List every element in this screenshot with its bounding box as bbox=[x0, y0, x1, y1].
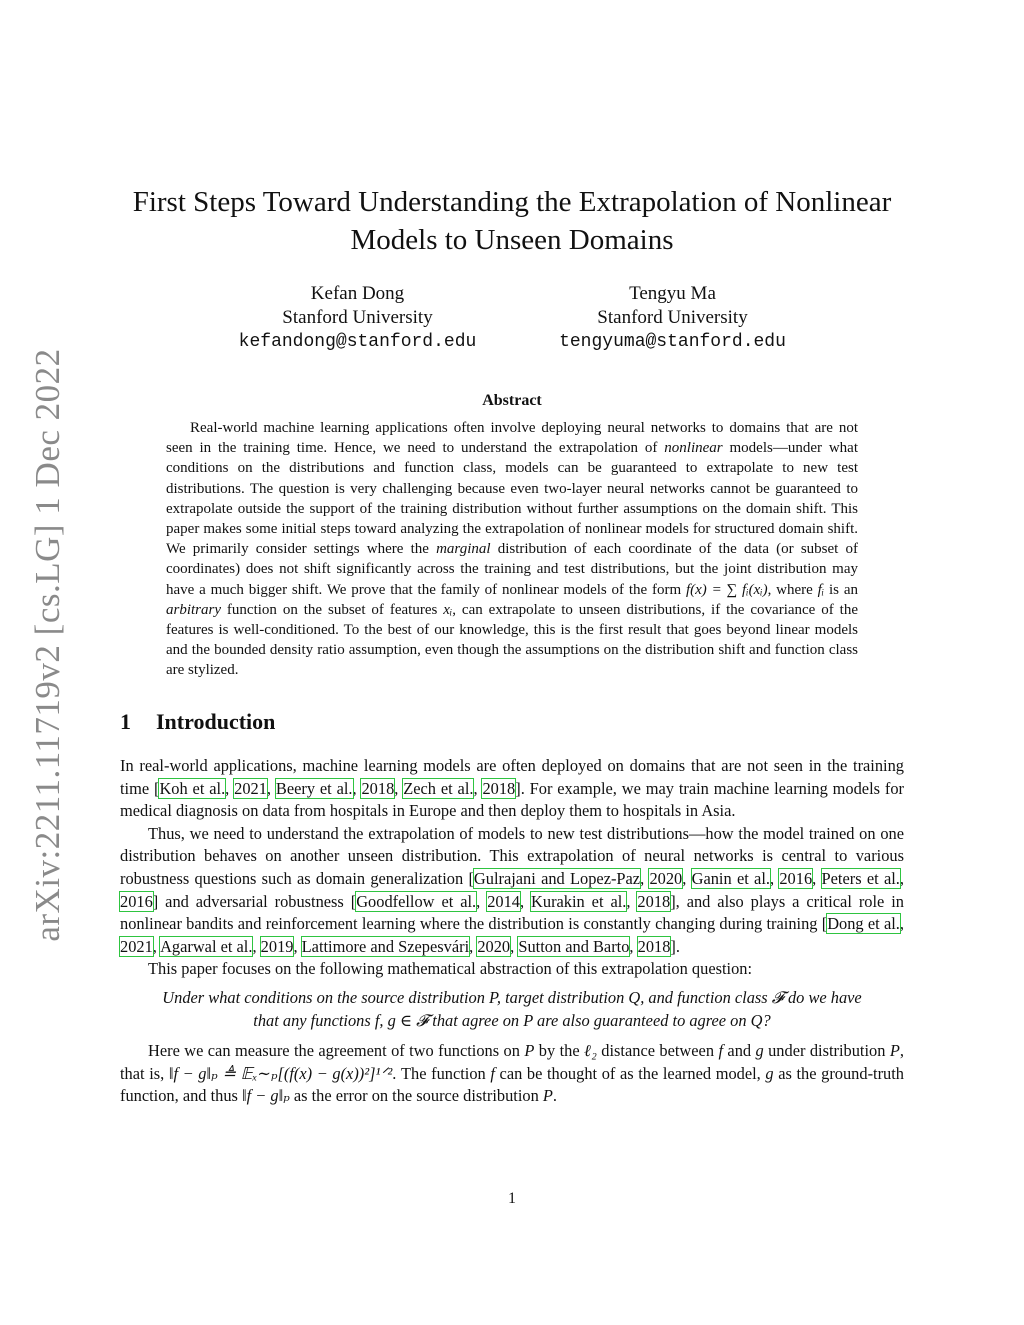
abstract-heading: Abstract bbox=[482, 392, 542, 409]
text-span: ]. For example, we may train machine learning models for medical diagnosis on data from hospitals in Europe and then deploy them to hospitals in Asia. bbox=[120, 778, 904, 821]
intro-paragraph-4 bbox=[120, 1040, 904, 1108]
intro-paragraph-3: This paper focuses on the following mathematical abstraction of this extrapolation question: bbox=[148, 959, 753, 979]
abstract-emphasis: nonlinear bbox=[664, 440, 723, 457]
math-inline: ‖f − g‖ₚ bbox=[242, 1086, 290, 1106]
intro-body bbox=[120, 755, 904, 1108]
citation-link[interactable]: 2018 bbox=[482, 778, 516, 798]
text-span: . The function bbox=[392, 1063, 491, 1083]
page-number: 1 bbox=[508, 1190, 516, 1207]
author-1 bbox=[200, 282, 515, 354]
author-2 bbox=[520, 282, 825, 354]
abstract-text bbox=[166, 418, 858, 681]
citation-link[interactable]: 2020 bbox=[649, 868, 683, 888]
citation-link[interactable]: 2019 bbox=[260, 936, 294, 956]
text-span: and bbox=[723, 1041, 756, 1061]
abstract-span: distribution of each coordinate of the data (or subset of coordinates) does not shift significantly across the training and test distributions, but the joint distribution may have a much bigger shift. We prove that the family of nonlinear models of the form bbox=[166, 541, 858, 598]
abstract-span: function on the subset of features bbox=[221, 601, 444, 618]
math-inline: P bbox=[524, 1041, 535, 1061]
text-span: Here we can measure the agreement of two functions on bbox=[148, 1041, 525, 1061]
citation-link[interactable]: Beery et al. bbox=[275, 778, 353, 798]
research-question bbox=[120, 987, 904, 1032]
text-span: under distribution bbox=[763, 1041, 890, 1061]
citation-link[interactable]: Sutton and Barto bbox=[518, 936, 630, 956]
author-name: Kefan Dong bbox=[310, 283, 405, 304]
text-span: can be thought of as the learned model, bbox=[494, 1063, 766, 1083]
math-inline: ‖f − g‖ₚ ≜ 𝔼ₓ∼ₚ[(f(x) − g(x))²]¹ᐟ² bbox=[168, 1063, 393, 1083]
author-affiliation: Stanford University bbox=[282, 307, 433, 328]
citation-link[interactable]: Kurakin et al. bbox=[531, 891, 627, 911]
math-inline: f bbox=[490, 1063, 495, 1083]
intro-paragraph-2: Thus, we need to understand the extrapolation of models to new test distributions—how the model trained on one distribution behaves on another unseen distribution. This extrapolation of neural networks is central to various robustness questions such as domain generalization [Gulrajani and Lopez-Paz, 2020, Ganin et al., 2016, Peters et al., 2016] and adversarial robustness [Goodfellow et al., 2014, Kurakin et al., 2018], and also plays a critical role in nonlinear bandits and reinforcement learning where the distribution is constantly changing during training [Dong et al., 2021, Agarwal et al., 2019, Lattimore and Szepesvári, 2020, Sutton and Barto, 2018]. bbox=[120, 823, 904, 956]
abstract-span: is an bbox=[824, 581, 858, 598]
author-affiliation: Stanford University bbox=[597, 307, 748, 328]
text-span: by the bbox=[534, 1041, 585, 1061]
section-heading bbox=[120, 709, 275, 735]
text-span: ]. bbox=[670, 936, 680, 956]
text-span: . bbox=[552, 1086, 557, 1106]
text-span: as the error on the source distribution bbox=[289, 1086, 543, 1106]
citation-link[interactable]: Zech et al. bbox=[403, 778, 474, 798]
abstract-math: fᵢ bbox=[817, 581, 825, 598]
citation-link[interactable]: Ganin et al. bbox=[691, 868, 770, 888]
citation-link[interactable]: 2021 bbox=[120, 936, 153, 956]
question-line-1: Under what conditions on the source distribution P, target distribution Q, and function class 𝓕 do we have bbox=[162, 987, 862, 1007]
citation-link[interactable]: Goodfellow et al. bbox=[356, 891, 477, 911]
citation-link[interactable]: 2018 bbox=[361, 778, 395, 798]
citation-link[interactable]: 2018 bbox=[637, 891, 671, 911]
section-number: 1 bbox=[120, 709, 131, 734]
citation-link[interactable]: Gulrajani and Lopez-Paz bbox=[473, 868, 641, 888]
text-span: distance between bbox=[596, 1041, 719, 1061]
math-inline: g bbox=[765, 1063, 774, 1083]
citation-link[interactable]: Lattimore and Szepesvári bbox=[301, 936, 470, 956]
author-email: tengyuma@stanford.edu bbox=[559, 332, 786, 352]
math-inline: f bbox=[718, 1041, 723, 1061]
text-span: In real-world applications, machine learning models are often deployed on domains that are not seen in the training time [ bbox=[120, 756, 904, 798]
citation-link[interactable]: 2021 bbox=[234, 778, 267, 798]
abstract-emphasis: arbitrary bbox=[166, 601, 222, 618]
abstract-math: xᵢ bbox=[443, 601, 453, 618]
citation-link[interactable]: Peters et al. bbox=[821, 868, 900, 888]
author-email: kefandong@stanford.edu bbox=[238, 332, 477, 352]
citation-link[interactable]: 2020 bbox=[477, 936, 511, 956]
text-span: ] and adversarial robustness [ bbox=[152, 891, 357, 911]
title-line-2: Models to Unseen Domains bbox=[350, 224, 674, 256]
question-line-2: that any functions f, g ∈ 𝓕 that agree on P are also guaranteed to agree on Q? bbox=[253, 1010, 771, 1030]
citation-link[interactable]: 2014 bbox=[487, 891, 520, 911]
text-span: , that is, bbox=[120, 1041, 904, 1083]
math-inline: g bbox=[755, 1041, 764, 1061]
abstract-math: f(x) = ∑ fᵢ(xᵢ) bbox=[685, 581, 768, 598]
math-inline: P bbox=[889, 1041, 900, 1061]
citation-link[interactable]: 2016 bbox=[120, 891, 153, 911]
citation-link[interactable]: 2016 bbox=[779, 868, 813, 888]
section-title: Introduction bbox=[156, 709, 276, 734]
text-span: Thus, we need to understand the extrapolation of models to new test distributions—how the model trained on one distribution behaves on another unseen distribution. This extrapolation of neural networks is central to various robustness questions such as domain generalization [ bbox=[120, 823, 904, 888]
citation-link[interactable]: Koh et al. bbox=[159, 778, 226, 798]
text-span: ], and also plays a critical role in nonlinear bandits and reinforcement learning where the distribution is constantly changing during training [ bbox=[120, 891, 904, 934]
abstract-emphasis: marginal bbox=[436, 541, 491, 558]
citation-link[interactable]: 2018 bbox=[637, 936, 671, 956]
abstract-span: models—under what conditions on the distributions and function class, models can be guaranteed to extrapolate to new test distributions. The question is very challenging because even two-layer neural networks cannot be guaranteed to extrapolate outside the support of the training distribution without further assumptions on the domain shift. This paper makes some initial steps toward analyzing the extrapolation of nonlinear models for structured domain shift. We primarily consider settings where the bbox=[166, 440, 858, 558]
text-span: as the ground-truth function, and thus bbox=[120, 1063, 904, 1106]
math-inline: ℓ₂ bbox=[584, 1041, 597, 1061]
citation-link[interactable]: Dong et al. bbox=[827, 914, 900, 934]
arxiv-identifier-text: arXiv:2211.11719v2 [cs.LG] 1 Dec 2022 bbox=[28, 348, 67, 942]
citation-link[interactable]: Agarwal et al. bbox=[160, 936, 253, 956]
intro-paragraph-1: In real-world applications, machine learning models are often deployed on domains that are not seen in the training time [Koh et al., 2021, Beery et al., 2018, Zech et al., 2018]. For example, we may train machine learning models for medical diagnosis on data from hospitals in Europe and then deploy them to hospitals in Asia. bbox=[120, 756, 904, 821]
math-inline: P bbox=[542, 1086, 553, 1106]
arxiv-identifier bbox=[28, 348, 68, 942]
abstract-span: , can extrapolate to unseen distributions, if the covariance of the features is well-conditioned. To the best of our knowledge, this is the first result that goes beyond linear models and the bounded density ratio assumption, even though the assumptions on the distribution shift and function class are stylized. bbox=[166, 601, 858, 679]
author-name: Tengyu Ma bbox=[629, 283, 716, 304]
title-line-1: First Steps Toward Understanding the Extrapolation of Nonlinear bbox=[132, 186, 892, 218]
paper-title bbox=[100, 183, 924, 259]
abstract-span: , where bbox=[767, 581, 818, 598]
abstract-span: Real-world machine learning applications often involve deploying neural networks to domains that are not seen in the training time. Hence, we need to understand the extrapolation of bbox=[166, 420, 858, 457]
